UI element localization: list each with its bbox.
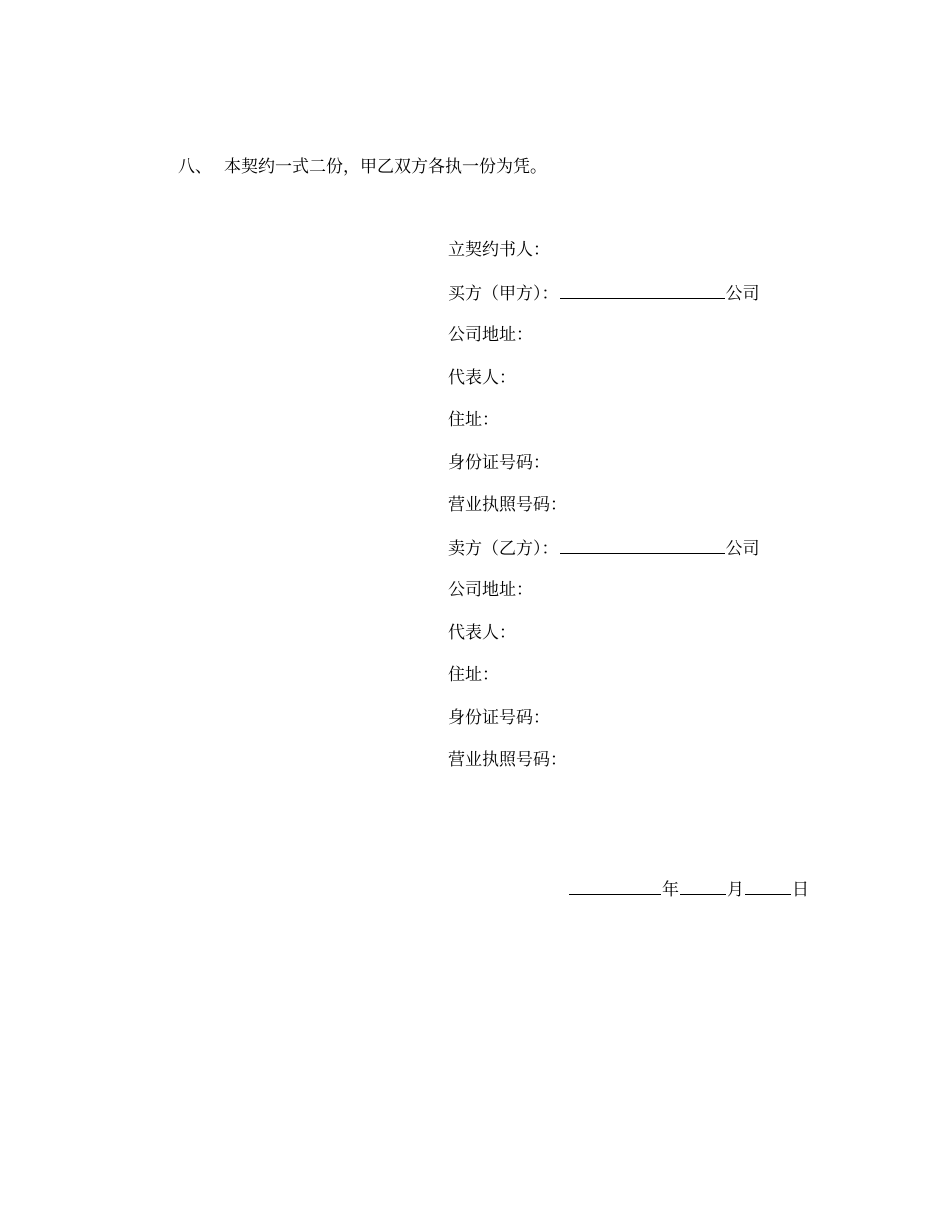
- signatories-heading: 立契约书人：: [448, 240, 550, 260]
- clause-text: 本契约一式二份，甲乙双方各执一份为凭。: [224, 157, 547, 177]
- clause-eight: [178, 154, 547, 180]
- buyer-residence-label: 住址：: [448, 410, 499, 430]
- date-line: [568, 876, 809, 903]
- buyer-representative-label: 代表人：: [448, 367, 516, 388]
- seller-license-label: 营业执照号码：: [448, 750, 567, 770]
- year-label: 年: [662, 880, 679, 900]
- buyer-company-line: [448, 280, 760, 323]
- seller-company-blank[interactable]: [560, 535, 725, 554]
- seller-representative-label: 代表人：: [448, 622, 516, 643]
- signature-block: [448, 237, 760, 790]
- clause-number: 八、: [178, 157, 212, 177]
- seller-company-suffix: 公司: [725, 538, 760, 559]
- seller-company-line: [448, 535, 760, 578]
- seller-label: 卖方（乙方）：: [448, 538, 559, 559]
- seller-address-label: 公司地址：: [448, 580, 533, 600]
- month-blank[interactable]: [680, 876, 726, 895]
- seller-id-label: 身份证号码：: [448, 707, 550, 728]
- buyer-id-label: 身份证号码：: [448, 452, 550, 473]
- day-label: 日: [792, 880, 809, 900]
- year-blank[interactable]: [569, 876, 661, 895]
- buyer-license-label: 营业执照号码：: [448, 495, 567, 515]
- seller-residence-label: 住址：: [448, 665, 499, 685]
- buyer-company-blank[interactable]: [560, 280, 725, 299]
- day-blank[interactable]: [745, 876, 791, 895]
- month-label: 月: [727, 880, 744, 900]
- buyer-company-suffix: 公司: [725, 283, 760, 304]
- buyer-address-label: 公司地址：: [448, 325, 533, 345]
- buyer-label: 买方（甲方）：: [448, 283, 559, 304]
